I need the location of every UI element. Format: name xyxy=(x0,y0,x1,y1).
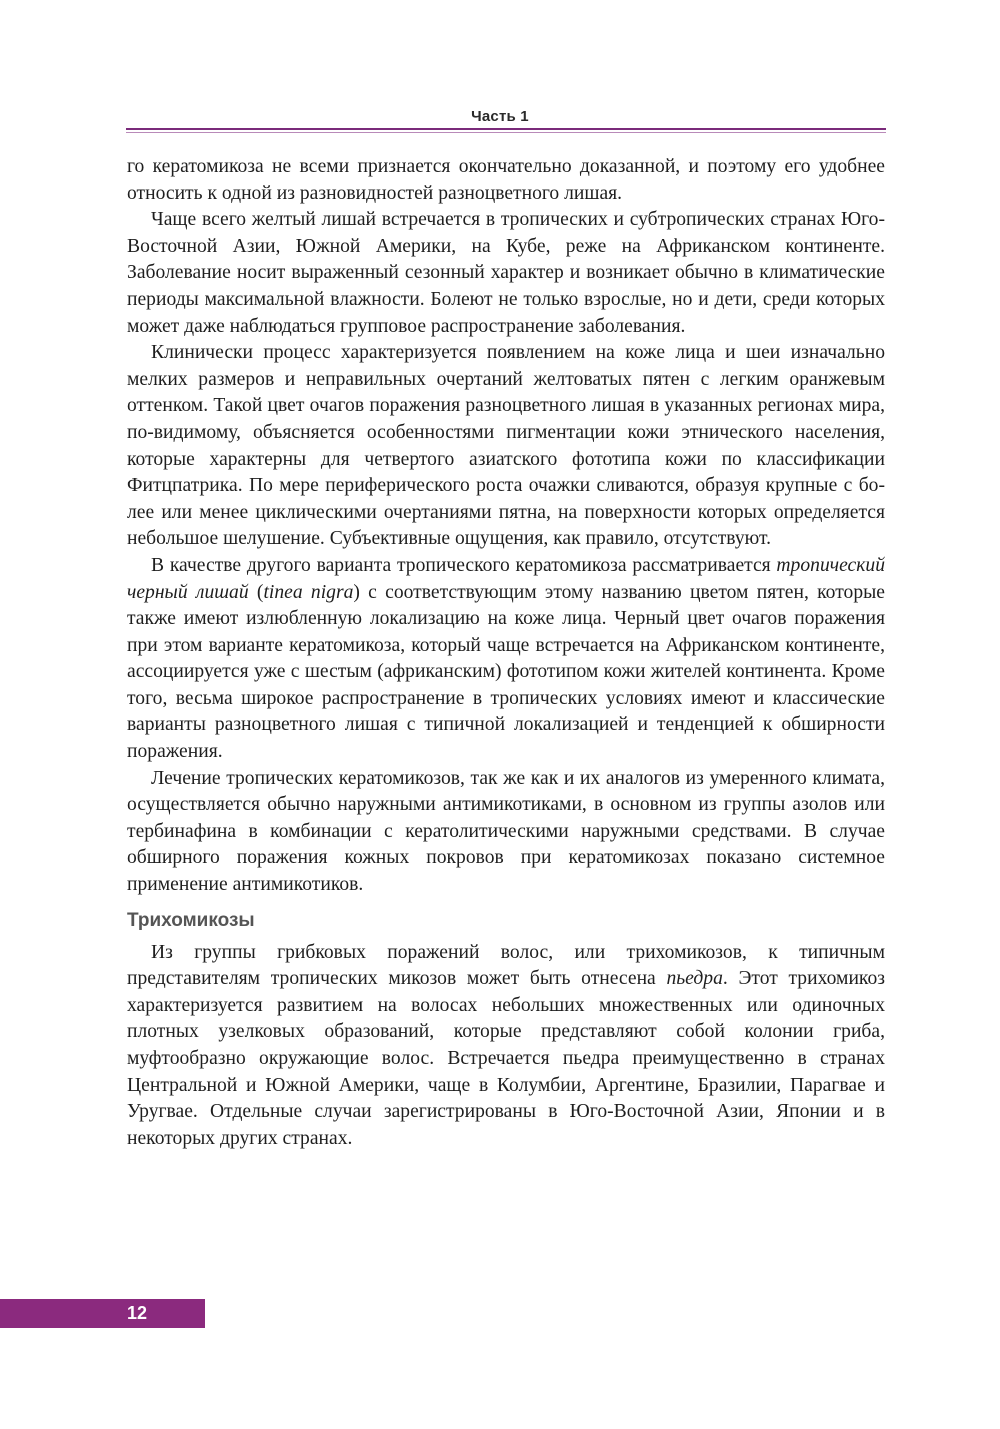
page-number-bar xyxy=(0,1299,205,1328)
running-title: Часть 1 xyxy=(471,108,529,125)
text-run: Из группы грибковых поражений волос, или трихомикозов, к типичным представителям тропических микозов может быть отнесена xyxy=(127,941,885,990)
term-italic: тропический черный лишай xyxy=(127,554,885,603)
paragraph xyxy=(127,940,885,1153)
paragraph: Клинически процесс характеризуется появлением на коже лица и шеи изначально мелких размеров и неправильных очертаний желтоватых пятен с легким оранжевым оттенком. Такой цвет очагов поражения разноцветного лишая в указанных регионах мира, по-видимому, объясняется особенностями пигментации кожи этнического населения, которые характерны для четвертого азиатского фототипа кожи по классификации Фитцпатрика. По мере периферического роста очажки сливаются, образуя крупные с более или менее циклическими очертаниями пятна, на поверхности которых определяется небольшое шелушение. Субъективные ощущения, как правило, отсутствуют. xyxy=(127,342,885,550)
header-rule xyxy=(126,128,886,130)
paragraph xyxy=(127,553,885,766)
paragraph: Лечение тропических кератомикозов, так же как и их аналогов из умеренного климата, осуществляется обычно наружными антимикотиками, в основном из группы азолов или тербинафина в комбинации с кератолитическими наружными средствами. В случае обширного поражения кожных покровов при кератомикозах показано системное применение антимикотиков. xyxy=(127,767,885,896)
page-number: 12 xyxy=(127,1303,148,1323)
paragraph: го кератомикоза не всеми признается окончательно доказанной, и поэтому его удобнее относить к одной из разновидностей разноцветного лишая. xyxy=(127,156,885,204)
text-run: ) с соответствующим этому названию цветом пятен, которые также имеют излюбленную локализацию на коже лица. Черный цвет очагов поражения при этом варианте кератомикоза, который чаще встречается на Африканском континенте, ассоциируется уже с шестым (африканским) фототипом кожи жителей континента. Кроме того, весьма широкое распространение в тропических условиях имеют и классические варианты разноцветного лишая с типичной локализацией и тенденцией к обширности поражения. xyxy=(127,581,885,763)
header-rule-thin xyxy=(126,132,886,133)
latin-term-italic: tinea nigra xyxy=(263,581,354,603)
section-heading: Трихомикозы xyxy=(127,909,255,931)
text-run: . Этот трихомикоз характеризуется развитием на волосах небольших множественных или одиночных плотных узелковых образований, которые представляют собой колонии гриба, муфтообразно окружающие волос. Встречается пьедра преимущественно в странах Центральной и Южной Америки, чаще в Колумбии, Аргентине, Бразилии, Парагвае и Уругвае. Отдельные случаи зарегистрированы в Юго-Восточной Азии, Японии и в некоторых других странах. xyxy=(127,968,885,1149)
body-text xyxy=(127,154,885,1152)
text-run: ( xyxy=(248,581,264,603)
paragraph: Чаще всего желтый лишай встречается в тропических и субтропических странах Юго-Восточной Азии, Южной Америки, на Кубе, реже на Африканском континенте. Заболевание носит выраженный сезонный характер и возникает обычно в климатические периоды максимальной влажности. Болеют не только взрослые, но и дети, среди которых может даже наблюдаться групповое распространение заболевания. xyxy=(127,209,885,337)
term-italic: пьедра xyxy=(666,968,723,990)
text-run: В качестве другого варианта тропического кератомикоза рассматривается xyxy=(151,554,777,576)
